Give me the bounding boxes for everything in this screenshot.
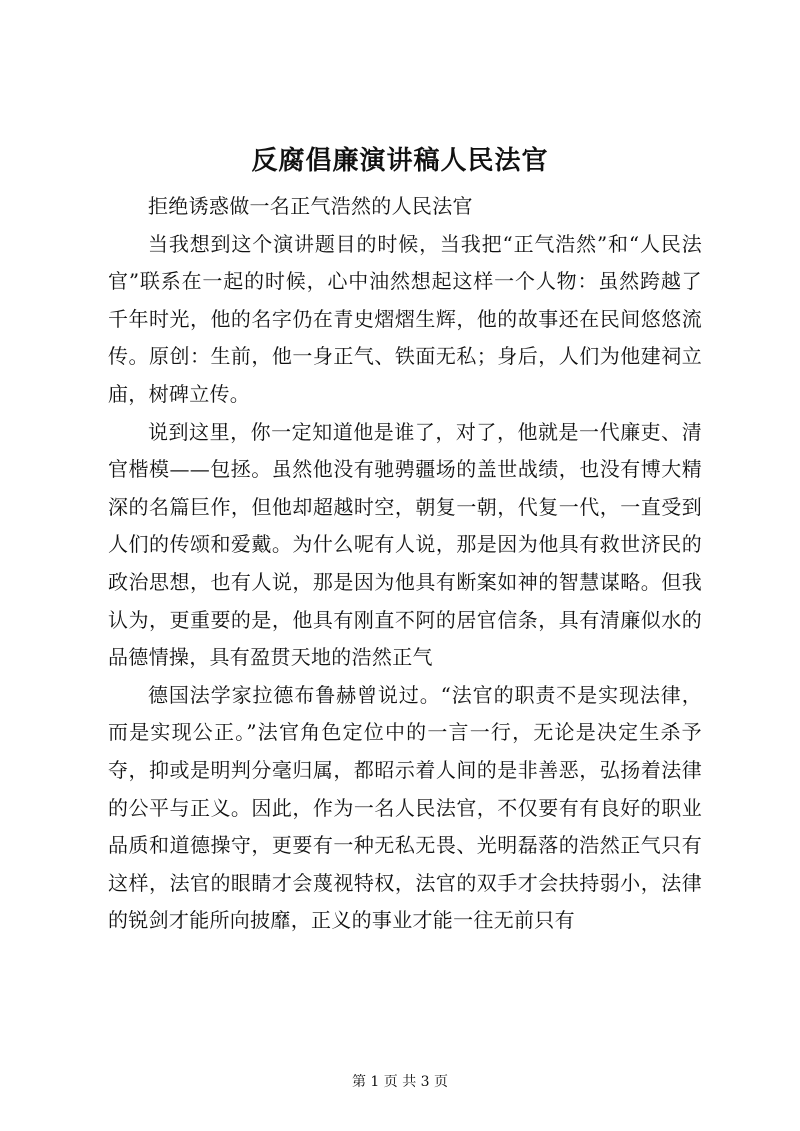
page-number-footer: 第 1 页 共 3 页 — [351, 1074, 449, 1090]
paragraph: 德国法学家拉德布鲁赫曾说过。“法官的职责不是实现法律，而是实现公正。”法官角色定位中的一言一行，无论是决定生杀予夺，抑或是明判分毫归属，都昭示着人间的是非善恶，弘扬着法律的公平与正义。因此，作为一名人民法官，不仅要有有良好的职业品质和道德操守，更要有一种无私无畏、光明磊落的浩然正气只有这样，法官的眼睛才会蔑视特权，法官的双手才会扶持弱小，法律的锐剑才能所向披靡，正义的事业才能一往无前只有 — [108, 682, 702, 933]
document-body — [108, 188, 702, 940]
paragraph: 说到这里，你一定知道他是谁了，对了，他就是一代廉吏、清官楷模——包拯。虽然他没有驰骋疆场的盖世战绩，也没有博大精深的名篇巨作，但他却超越时空，朝复一朝，代复一代，一直受到人们的传颂和爱戴。为什么呢有人说，那是因为他具有救世济民的政治思想，也有人说，那是因为他具有断案如神的智慧谋略。但我认为，更重要的是，他具有刚直不阿的居官信条，具有清廉似水的品德情操，具有盈贯天地的浩然正气 — [108, 419, 702, 670]
paragraph: 当我想到这个演讲题目的时候，当我把“正气浩然”和“人民法官”联系在一起的时候，心中油然想起这样一个人物：虽然跨越了千年时光，他的名字仍在青史熠熠生辉，他的故事还在民间悠悠流传。原创：生前，他一身正气、铁面无私；身后，人们为他建祠立庙，树碑立传。 — [108, 231, 702, 406]
document-title: 反腐倡廉演讲稿人民法官 — [251, 146, 549, 176]
paragraph-subtitle: 拒绝诱惑做一名正气浩然的人民法官 — [148, 194, 473, 218]
